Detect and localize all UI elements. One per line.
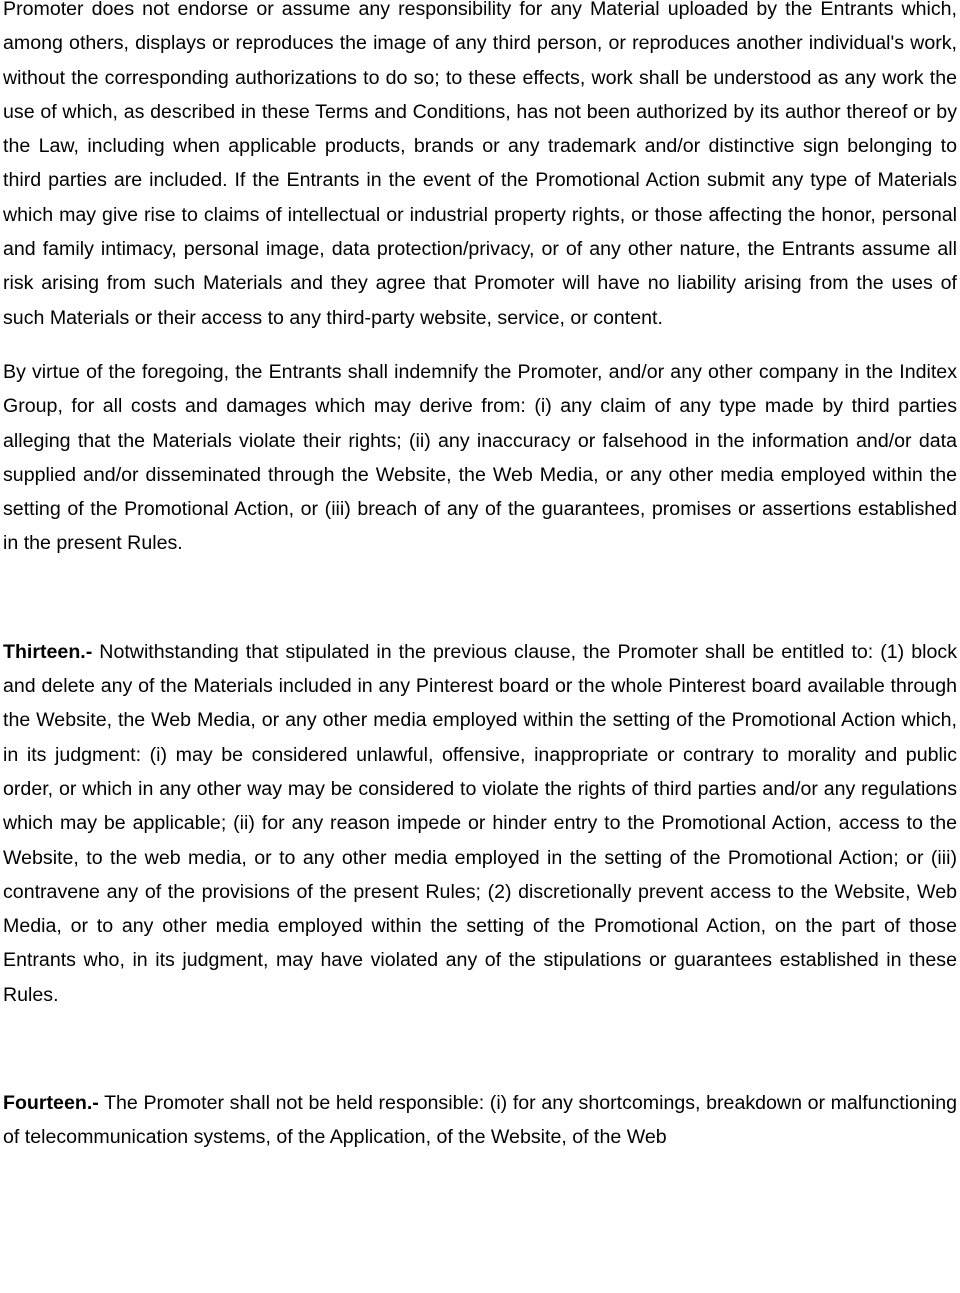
paragraph-indemnification: By virtue of the foregoing, the Entrants shall indemnify the Promoter, and/or any other company in the Inditex Group, for all costs and damages which may derive from: (i) any claim of any type made by third parties alleging that the Materials violate their rights; (ii) any inaccuracy or falsehood in the information and/or data supplied and/or disseminated through the Website, the Web Media, or any other media employed within the setting of the Promotional Action, or (iii) breach of any of the guarantees, promises or assertions established in the present Rules.	[3, 360, 957, 555]
clause-thirteen-text: Notwithstanding that stipulated in the previous clause, the Promoter shall be entitled to: (1) block and delete any of the Materials included in any Pinterest board or the whole Pinterest board available through the Website, the Web Media, or any other media employed within the setting of the Promotional Action which, in its judgment: (i) may be considered unlawful, offensive, inappropriate or contrary to morality and public order, or which in any other way may be considered to violate the rights of third parties and/or any regulations which may be applicable; (ii) for any reason impede or hinder entry to the Promotional Action, access to the Website, to the web media, or to any other media employed in the setting of the Promotional Action; or (iii) contravene any of the provisions of the present Rules; (2) discretionally prevent access to the Website, Web Media, or to any other media employed within the setting of the Promotional Action, on the part of those Entrants who, in its judgment, may have violated any of the stipulations or guarantees established in these Rules.	[3, 640, 957, 1006]
document-page	[3, 0, 957, 1155]
clause-fourteen-heading: Fourteen.-	[3, 1092, 99, 1115]
clause-thirteen-heading: Thirteen.-	[3, 640, 93, 663]
clause-fourteen	[3, 1086, 957, 1155]
paragraph-materials-responsibility: Promoter does not endorse or assume any responsibility for any Material uploaded by the Entrants which, among others, displays or reproduces the image of any third person, or reproduces another individual's work, without the corresponding authorizations to do so; to these effects, work shall be understood as any work the use of which, as described in these Terms and Conditions, has not been authorized by its author thereof or by the Law, including when applicable products, brands or any trademark and/or distinctive sign belonging to third parties are included. If the Entrants in the event of the Promotional Action submit any type of Materials which may give rise to claims of intellectual or industrial property rights, or those affecting the honor, personal and family intimacy, personal image, data protection/privacy, or of any other nature, the Entrants assume all risk arising from such Materials and they agree that Promoter will have no liability arising from the uses of such Materials or their access to any third-party website, service, or content.	[3, 0, 957, 329]
clause-fourteen-text: The Promoter shall not be held responsible: (i) for any shortcomings, breakdown or malfunctioning of telecommunication systems, of the Application, of the Website, of the Web	[3, 1092, 957, 1149]
clause-thirteen	[3, 635, 957, 1012]
